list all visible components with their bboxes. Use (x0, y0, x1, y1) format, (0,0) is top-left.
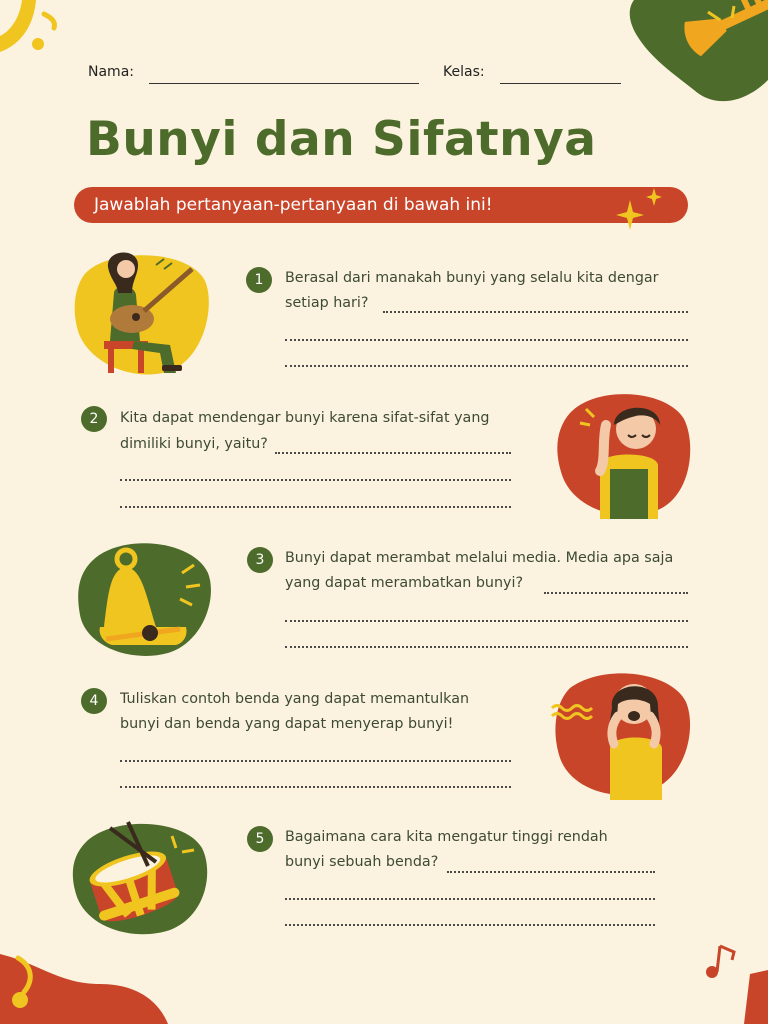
question-3-answer-line[interactable] (544, 592, 688, 594)
question-5-number: 5 (247, 826, 273, 852)
bell-illustration (76, 535, 212, 659)
question-3-number: 3 (247, 547, 273, 573)
drum-illustration (72, 816, 212, 936)
question-4-answer-line[interactable] (120, 786, 511, 788)
name-label: Nama: (88, 64, 134, 80)
page-title: Bunyi dan Sifatnya (86, 112, 597, 167)
class-label: Kelas: (443, 64, 485, 80)
listening-boy-illustration (556, 385, 692, 519)
question-2-number: 2 (81, 406, 107, 432)
question-2-text-line1: Kita dapat mendengar bunyi karena sifat-sifat yang (120, 410, 490, 426)
question-5-answer-line[interactable] (285, 898, 655, 900)
music-note-icon (700, 940, 768, 1024)
top-left-music-decoration (0, 0, 70, 60)
question-1-text-line1: Berasal dari manakah bunyi yang selalu kita dengar (285, 270, 659, 286)
question-3-answer-line[interactable] (285, 620, 688, 622)
question-1-answer-line[interactable] (285, 365, 688, 367)
class-input-line[interactable] (500, 83, 621, 84)
question-4-answer-line[interactable] (120, 760, 511, 762)
question-2-text-line2: dimiliki bunyi, yaitu? (120, 436, 268, 452)
sparkle-icon (612, 186, 668, 232)
question-4-text-line2: bunyi dan benda yang dapat menyerap bunyi! (120, 716, 454, 732)
trumpet-icon (624, 0, 768, 106)
question-1-number: 1 (246, 267, 272, 293)
guitar-girl-illustration (74, 245, 210, 377)
question-5-text-line2: bunyi sebuah benda? (285, 854, 439, 870)
question-5-answer-line[interactable] (447, 871, 655, 873)
name-input-line[interactable] (149, 83, 419, 84)
question-2-answer-line[interactable] (120, 479, 511, 481)
question-2-answer-line[interactable] (120, 506, 511, 508)
instruction-banner: Jawablah pertanyaan-pertanyaan di bawah ini! (74, 187, 688, 223)
question-3-text-line2: yang dapat merambatkan bunyi? (285, 575, 524, 591)
question-4-text-line1: Tuliskan contoh benda yang dapat memantulkan (120, 691, 470, 707)
question-4-number: 4 (81, 688, 107, 714)
question-5-answer-line[interactable] (285, 924, 655, 926)
question-3-answer-line[interactable] (285, 646, 688, 648)
question-2-answer-line[interactable] (275, 452, 511, 454)
question-1-answer-line[interactable] (383, 311, 688, 313)
question-3-text-line1: Bunyi dapat merambat melalui media. Media apa saja (285, 550, 674, 566)
question-5-text-line1: Bagaimana cara kita mengatur tinggi rendah (285, 829, 608, 845)
bottom-left-music-decoration (0, 944, 170, 1024)
shouting-girl-illustration (548, 668, 692, 800)
question-1-answer-line[interactable] (285, 339, 688, 341)
question-1-text-line2: setiap hari? (285, 295, 369, 311)
